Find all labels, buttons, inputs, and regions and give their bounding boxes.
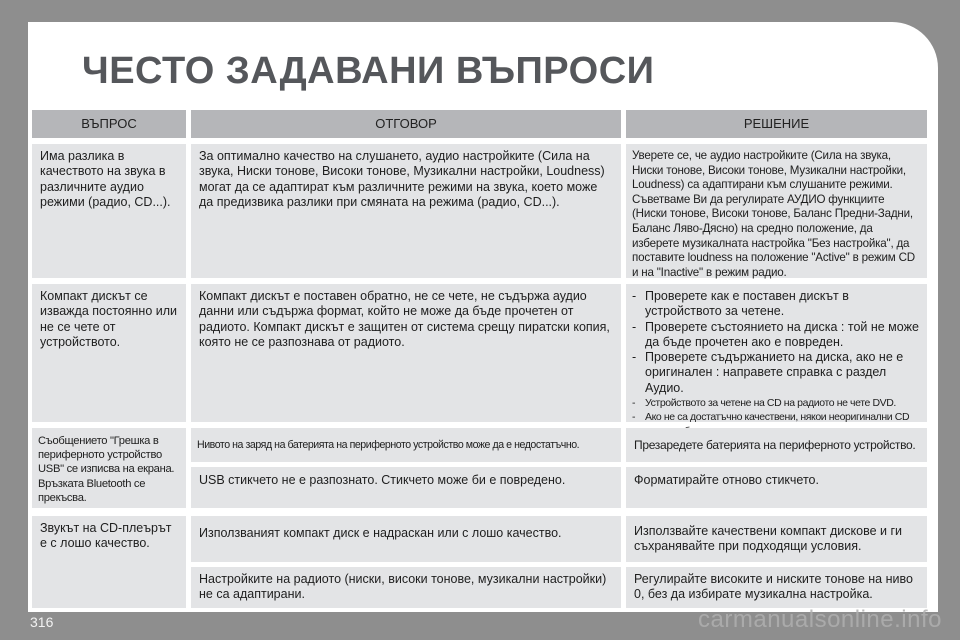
solution-list xyxy=(630,289,919,438)
row-4-answer-a: Използваният компакт диск е надраскан или с лошо качество. xyxy=(191,516,621,562)
row-4-solution-b: Регулирайте високите и ниските тонове на ниво 0, без да избирате музикална настройка. xyxy=(626,567,927,608)
list-item: - Проверете състоянието на диска : той не може да бъде прочетен ако е повреден. xyxy=(630,320,919,351)
row-3-solution-b: Форматирайте отново стикчето. xyxy=(626,467,927,508)
row-3-solution-a: Презаредете батерията на периферното устройство. xyxy=(626,428,927,462)
row-3-question: Съобщението "Грешка в периферното устройство USB" се изписва на екрана. Връзката Bluetooth се прекъсва. xyxy=(32,428,186,508)
column-header-question: ВЪПРОС xyxy=(32,110,186,138)
row-2-answer: Компакт дискът е поставен обратно, не се чете, не съдържа аудио данни или съдържа формат, който не може да бъде прочетен от радиото. Компакт дискът е защитен от система срещу пиратски копия, която не се разпознава от радиото. xyxy=(191,284,621,422)
row-1-solution: Уверете се, че аудио настройките (Сила на звука, Ниски тонове, Високи тонове, Музикални настройки, Loudness) са адаптирани към слушаните режими. Съветваме Ви да регулирате АУДИО функциите (Ниски тонове, Високи тонове, Баланс Предни-Задни, Баланс Ляво-Дясно) на средно положение, да изберете музикалната настройка "Без настройка", да поставите loudness на положение "Active" в режим CD и на "Inactive" в режим радио. xyxy=(626,144,927,278)
list-item: - Проверете как е поставен дискът в устройството за четене. xyxy=(630,289,919,320)
list-item: - Проверете съдържанието на диска, ако не е оригинален : направете справка с раздел Аудио. xyxy=(630,350,919,396)
row-1-question: Има разлика в качеството на звука в различните аудио режими (радио, CD...). xyxy=(32,144,186,278)
column-header-answer: ОТГОВОР xyxy=(191,110,621,138)
list-item: - Устройството за четене на CD на радиото не чете DVD. xyxy=(630,396,919,410)
row-2-solution xyxy=(626,284,927,422)
row-2-question: Компакт дискът се изважда постоянно или не се чете от устройството. xyxy=(32,284,186,422)
row-3-answer-b: USB стикчето не е разпознато. Стикчето може би е повредено. xyxy=(191,467,621,508)
list-item: - Ако не са достатъчно качествени, някои неоригинални CD xyxy=(630,410,919,438)
page-number: 316 xyxy=(30,614,54,630)
row-4-solution-a: Използвайте качествени компакт дискове и ги съхранявайте при подходящи условия. xyxy=(626,516,927,562)
row-1-answer: За оптимално качество на слушането, аудио настройките (Сила на звука, Ниски тонове, Високи тонове, Музикални настройки, Loudness) могат да се адаптират към различните режими на звука, което може да предизвика разлики при смяната на режима (радио, CD...). xyxy=(191,144,621,278)
page-title: ЧЕСТО ЗАДАВАНИ ВЪПРОСИ xyxy=(82,50,655,92)
row-4-answer-b: Настройките на радиото (ниски, високи тонове, музикални настройки) не са адаптирани. xyxy=(191,567,621,608)
row-4-question: Звукът на CD-плеърът е с лошо качество. xyxy=(32,516,186,608)
column-header-solution: РЕШЕНИЕ xyxy=(626,110,927,138)
watermark: carmanualsonline.info xyxy=(698,606,942,633)
row-3-answer-a: Нивото на заряд на батерията на периферното устройство може да е недостатъчно. xyxy=(191,428,621,462)
